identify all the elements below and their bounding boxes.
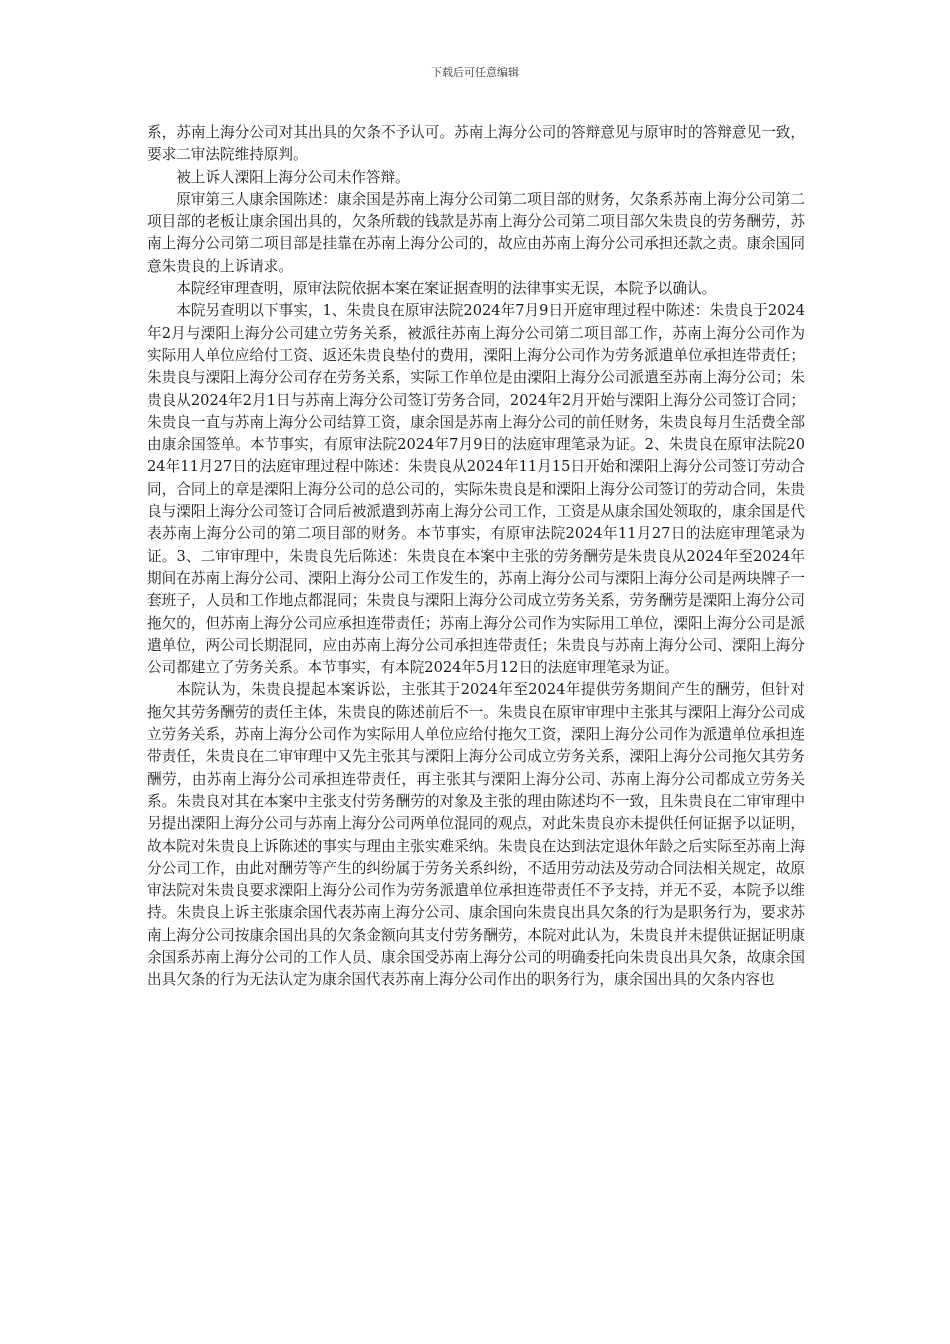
paragraph-continuation: 系，苏南上海分公司对其出具的欠条不予认可。苏南上海分公司的答辩意见与原审时的答辩意见一致，要求二审法院维持原判。 xyxy=(147,124,805,164)
paragraph-court-finding: 本院经审理查明，原审法院依据本案在案证据查明的法律事实无误，本院予以确认。 xyxy=(176,280,717,298)
page-header-note: 下载后可任意编辑 xyxy=(431,66,519,79)
paragraph-additional-facts: 本院另查明以下事实，1、朱贵良在原审法院2024年7月9日开庭审理过程中陈述：朱贵良于2024年2月与溧阳上海分公司建立劳务关系，被派往苏南上海分公司第二项目部工作，苏南上海分公司作为实际用人单位应给付工资、返还朱贵良垫付的费用，溧阳上海分公司作为劳务派遣单位承担连带责任；朱贵良与溧阳上海分公司存在劳务关系，实际工作单位是由溧阳上海分公司派遣至苏南上海分公司；朱贵良从2024年2月1日与苏南上海分公司签订劳务合同，2024年2月开始与溧阳上海分公司签订合同；朱贵良一直与苏南上海分公司结算工资，康余国是苏南上海分公司的前任财务，朱贵良每月生活费全部由康余国签单。本节事实，有原审法院2024年7月9日的法庭审理笔录为证。2、朱贵良在原审法院2024年11月27日的法庭审理过程中陈述：朱贵良从2024年11月15日开始和溧阳上海分公司签订劳动合同，合同上的章是溧阳上海分公司的总公司的，实际朱贵良是和溧阳上海分公司签订的劳动合同，朱贵良与溧阳上海分公司签订合同后被派遣到苏南上海分公司工作，工资是从康余国处领取的，康余国是代表苏南上海分公司的第二项目部的财务。本节事实，有原审法院2024年11月27日的法庭审理笔录为证。3、二审审理中，朱贵良先后陈述：朱贵良在本案中主张的劳务酬劳是朱贵良从2024年至2024年期间在苏南上海分公司、溧阳上海分公司工作发生的，苏南上海分公司与溧阳上海分公司是两块牌子一套班子，人员和工作地点都混同；朱贵良与溧阳上海分公司成立劳务关系，劳务酬劳是溧阳上海分公司拖欠的，但苏南上海分公司应承担连带责任；苏南上海分公司作为实际用工单位，溧阳上海分公司是派遣单位，两公司长期混同，应由苏南上海分公司承担连带责任；朱贵良与苏南上海分公司、溧阳上海分公司都建立了劳务关系。本节事实，有本院2024年5月12日的法庭审理笔录为证。 xyxy=(147,302,805,677)
paragraph-third-party-statement: 原审第三人康余国陈述：康余国是苏南上海分公司第二项目部的财务，欠条系苏南上海分公司第二项目部的老板让康余国出具的，欠条所载的钱款是苏南上海分公司第二项目部欠朱贵良的劳务酬劳，苏南上海分公司第二项目部是挂靠在苏南上海分公司的，故应由苏南上海分公司承担还款之责。康余国同意朱贵良的上诉请求。 xyxy=(147,190,805,275)
paragraph-court-opinion: 本院认为，朱贵良提起本案诉讼，主张其于2024年至2024年提供劳务期间产生的酬劳，但针对拖欠其劳务酬劳的责任主体，朱贵良的陈述前后不一。朱贵良在原审审理中主张其与溧阳上海分公司成立劳务关系，苏南上海分公司作为实际用人单位应给付拖欠工资，溧阳上海分公司作为派遣单位承担连带责任，朱贵良在二审审理中又先主张其与溧阳上海分公司成立劳务关系，溧阳上海分公司拖欠其劳务酬劳，由苏南上海分公司承担连带责任，再主张其与溧阳上海分公司、苏南上海分公司都成立劳务关系。朱贵良对其在本案中主张支付劳务酬劳的对象及主张的理由陈述均不一致，且朱贵良在二审审理中另提出溧阳上海分公司与苏南上海分公司两单位混同的观点，对此朱贵良亦未提供任何证据予以证明，故本院对朱贵良上诉陈述的事实与理由主张实难采纳。朱贵良在达到法定退休年龄之后实际至苏南上海分公司工作，由此对酬劳等产生的纠纷属于劳务关系纠纷，不适用劳动法及劳动合同法相关规定，故原审法院对朱贵良要求溧阳上海分公司作为劳务派遣单位承担连带责任不予支持，并无不妥，本院予以维持。朱贵良上诉主张康余国代表苏南上海分公司、康余国向朱贵良出具欠条的行为是职务行为，要求苏南上海分公司按康余国出具的欠条金额向其支付劳务酬劳，本院对此认为，朱贵良并未提供证据证明康余国系苏南上海分公司的工作人员、康余国受苏南上海分公司的明确委托向朱贵良出具欠条，故康余国出具欠条的行为无法认定为康余国代表苏南上海分公司作出的职务行为，康余国出具的欠条内容也 xyxy=(147,681,805,989)
paragraph-appellee-no-reply: 被上诉人溧阳上海分公司未作答辩。 xyxy=(176,168,410,186)
document-body xyxy=(147,122,805,992)
